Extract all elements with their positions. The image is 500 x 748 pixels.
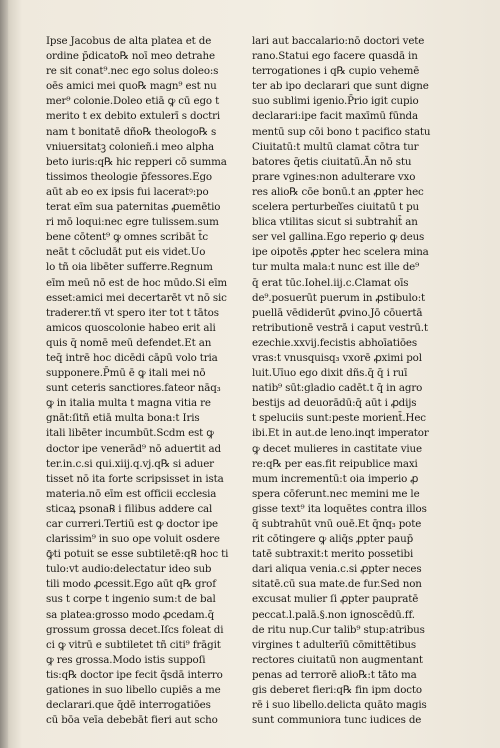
text-line: grossum grossa decet.Iſcs foleat di [46,623,224,636]
text-line: sunt communiora tunc iudices de [252,714,422,727]
text-line: esset:amici mei decertarēt vt nō sic [46,291,227,304]
text-line: ipe oipotēs ꝓpter hec scelera mina [252,246,429,259]
text-line: merito t ex debito extulerī s doctri [46,110,221,123]
text-line: vras:t vnusquisq₃ vxorē ꝓximi pol [252,351,422,364]
text-line: ci ꝙ vitrū e subtiletet tñ citi⁹ frāgit [46,638,221,651]
text-line: terat eīm sua paternitas ꝓuemētio [46,201,221,214]
text-line: excusat mulier ſi ꝓpter paupratē [252,593,419,606]
text-line: neāt t cōcludāt put eis videt.Uo [46,246,206,259]
right-text-column [252,34,448,728]
text-line: sunt ceteris sanctiores.fateor nāq₃ [46,382,221,395]
text-line: materia.nō eīm est officii ecclesia [46,487,217,500]
text-line: tissimos theologie p̄fessores.Ego [46,170,212,183]
text-line: gisse text⁹ ita loquētes contra illos [252,502,427,515]
text-line: mer⁹ colonie.Doleo etiā ꝙ cū ego t [46,95,220,108]
text-line: de ritu nup.Cur talib⁹ stup:atribus [252,623,425,636]
text-line: penas ad terrorē alio℞:t tāto ma [252,668,417,681]
text-line: ꝙ in italia multa t magna vitia re [46,397,211,410]
text-line: re sit conat⁹.nec ego solus doleo:s [46,65,219,78]
page-gutter-shadow [0,0,8,748]
text-line: nam t bonitatē dño℞ theologo℞ s [46,125,217,138]
text-line: clarissim⁹ in suo ope voluit osdere [46,533,220,546]
text-line: tis:q℞ doctor ipe fecit q̄sdā interro [46,668,223,681]
text-line: virgines t adulterīū cōmittētibus [252,638,416,651]
text-line: sus t corpe t ingenio sum:t de bal [46,593,216,606]
text-line: teq̄ intrē hoc dicēdi cāpū volo tria [46,351,218,364]
text-line: ꝙ̄ti potuit se esse subtiletē:q℞ hoc ti [46,548,229,561]
text-line: rano.Statui ego facere quasdā in [252,50,418,63]
text-line: oēs amici mei quo℞ magn⁹ est nu [46,80,217,93]
left-text-column [46,34,242,728]
text-line: gis deberet fieri:q℞ fin ipm docto [252,684,422,697]
text-line: declarari:ipe facit maxīmū fūnda [252,110,418,123]
text-line: ter ab ipo declarari que sunt digne [252,80,429,93]
text-line: quis q̄ nomē meū defendet.Et an [46,336,212,349]
text-line: suo sublimi igenio.P̄rio igit cupio [252,95,419,108]
text-line: itali libēter incumbūt.Scdm est ꝙ [46,427,214,440]
text-line: ꝙ res grossa.Modo istis suppoſi [46,653,206,666]
text-line: tisset nō ita forte scripsisset in ista [46,472,224,485]
text-line: supponere.P̄mū ē ꝙ itali mei nō [46,367,206,380]
text-line: res alio℞ cōe bonū.t an ꝓpter hec [252,185,424,198]
text-line: q̄ erat tūc.Iohel.iij.c.Clamat oīs [252,276,409,289]
text-line: ꝙ decet mulieres in castitate viue [252,442,422,455]
text-line: sticaꝝ psona℞ i filibus addere cal [46,502,213,515]
text-line: gnāt:ſitñ etiā multa bona:t Iris [46,412,200,425]
text-line: scelera perturbet͛ſes ciuitatū t pu [252,201,420,214]
text-line: Ipse Jacobus de alta platea et de [46,35,212,47]
text-line: batores q̄etis ciuitatū.Ān nō stu [252,155,412,168]
text-line: rē i suo libello.delicta quāto magis [252,699,427,712]
text-line: peccat.l.palā.§.non ignoscēdū.ff. [252,608,415,621]
text-line: ri mō loqui:nec egre tulissem.sum [46,216,219,229]
text-line: ser vel gallina.Ego reperio ꝙ deus [252,231,425,244]
text-line: dari aliqua venia.c.si ꝓpter neces [252,563,422,576]
text-line: Ciuitatū:t multū clamat cōtra tur [252,140,419,153]
text-line: blica vtilitas sicut si subtrahit̄ an [252,216,418,229]
text-line: gationes in suo libello cupiēs a me [46,684,221,697]
text-line: sa platea:grosso modo ꝓcedam.q̄ [46,608,215,621]
text-line: t speluciis sunt:peste morient̄.Hec [252,412,426,425]
text-line: bene cōtent⁹ ꝙ omnes scribāt t̄c [46,231,208,244]
text-line: q̄ subtrahūt vnū ouē.Et q̄nq₃ pote [252,518,422,530]
text-line: rectores ciuitatū non augmentant [252,653,423,666]
text-line: traderer.tñ vt spero iter tot t tātos [46,306,219,319]
text-line: eīm meū nō est de hoc mūdo.Si eīm [46,276,228,289]
text-line: natib⁹ sūt:gladio cadēt.t q̄ in agro [252,382,423,395]
text-line: re:q℞ per eas.fit reipublice maxi [252,457,418,470]
text-line: prare vgines:non adulterare vxo [252,170,416,183]
text-line: ter.in.c.si qui.xiij.q.vj.q℞ si aduer [46,457,214,470]
text-line: vniuersitatꝫ colonieñ.i meo alpha [46,140,215,153]
text-line: lari aut baccalario:nō doctori vete [252,35,425,47]
text-line: terrogationes i q℞ cupio vehemē [252,65,420,78]
text-line: declarari.que q̄dē interrogatiōes [46,699,211,712]
text-line: tur multa mala:t nunc est ille de⁹ [252,261,420,274]
text-line: de⁹.posuerūt puerum in ꝓstibulo:t [252,291,426,304]
text-line: car curreri.Tertiū est ꝙ doctor ipe [46,518,218,530]
text-line: spera cōferunt.nec memini me le [252,487,420,500]
text-line: amicos quoscolonie habeo erit ali [46,321,216,334]
text-line: lo tñ oia libēter sufferre.Regnum [46,261,213,274]
text-line: tatē subtraxit:t merito possetibi [252,548,414,561]
text-line: rit cōtingere ꝙ aliq̄s ꝓpter paup̄ [252,533,414,546]
text-line: tili modo ꝓcessit.Ego aūt q℞ grof [46,578,216,591]
text-line: mum incrementū:t oia imperio ꝓ [252,472,419,485]
text-line: ezechie.xxvij.fecistis abhoīatiōes [252,336,417,349]
text-line: bestijs ad deuorādū:q̄ aūt i ꝓdijs [252,397,417,410]
text-line: sitatē.cū sua mate.de fur.Sed non [252,578,422,591]
text-line: aūt ab eo ex ipsis fui laceratꝰ:po [46,185,209,198]
text-line: ordine p̄dicato℞ noī meo detrahe [46,50,215,63]
text-line: retributionē vestrā i caput vestrū.t [252,321,428,334]
text-line: tulo:vt audio:delectatur ideo sub [46,563,212,576]
text-line: mentū sup cōi bono t pacifico statu [252,125,431,138]
text-line: puellā vēdiderūt ꝓvino.Jō cōuertā [252,306,423,319]
text-line: cū bōa veīa debebāt fieri aut scho [46,714,218,727]
text-line: ibi.Et in aut.de leno.inqt imperator [252,427,429,440]
text-line: luit.Uīuo ego dixit dñs.q̄ q̄ i ruī [252,367,408,380]
text-line: doctor ipe venerād⁹ nō aduertit ad [46,442,221,455]
text-line: beto iuris:q℞ hic repperi cō summa [46,155,227,168]
